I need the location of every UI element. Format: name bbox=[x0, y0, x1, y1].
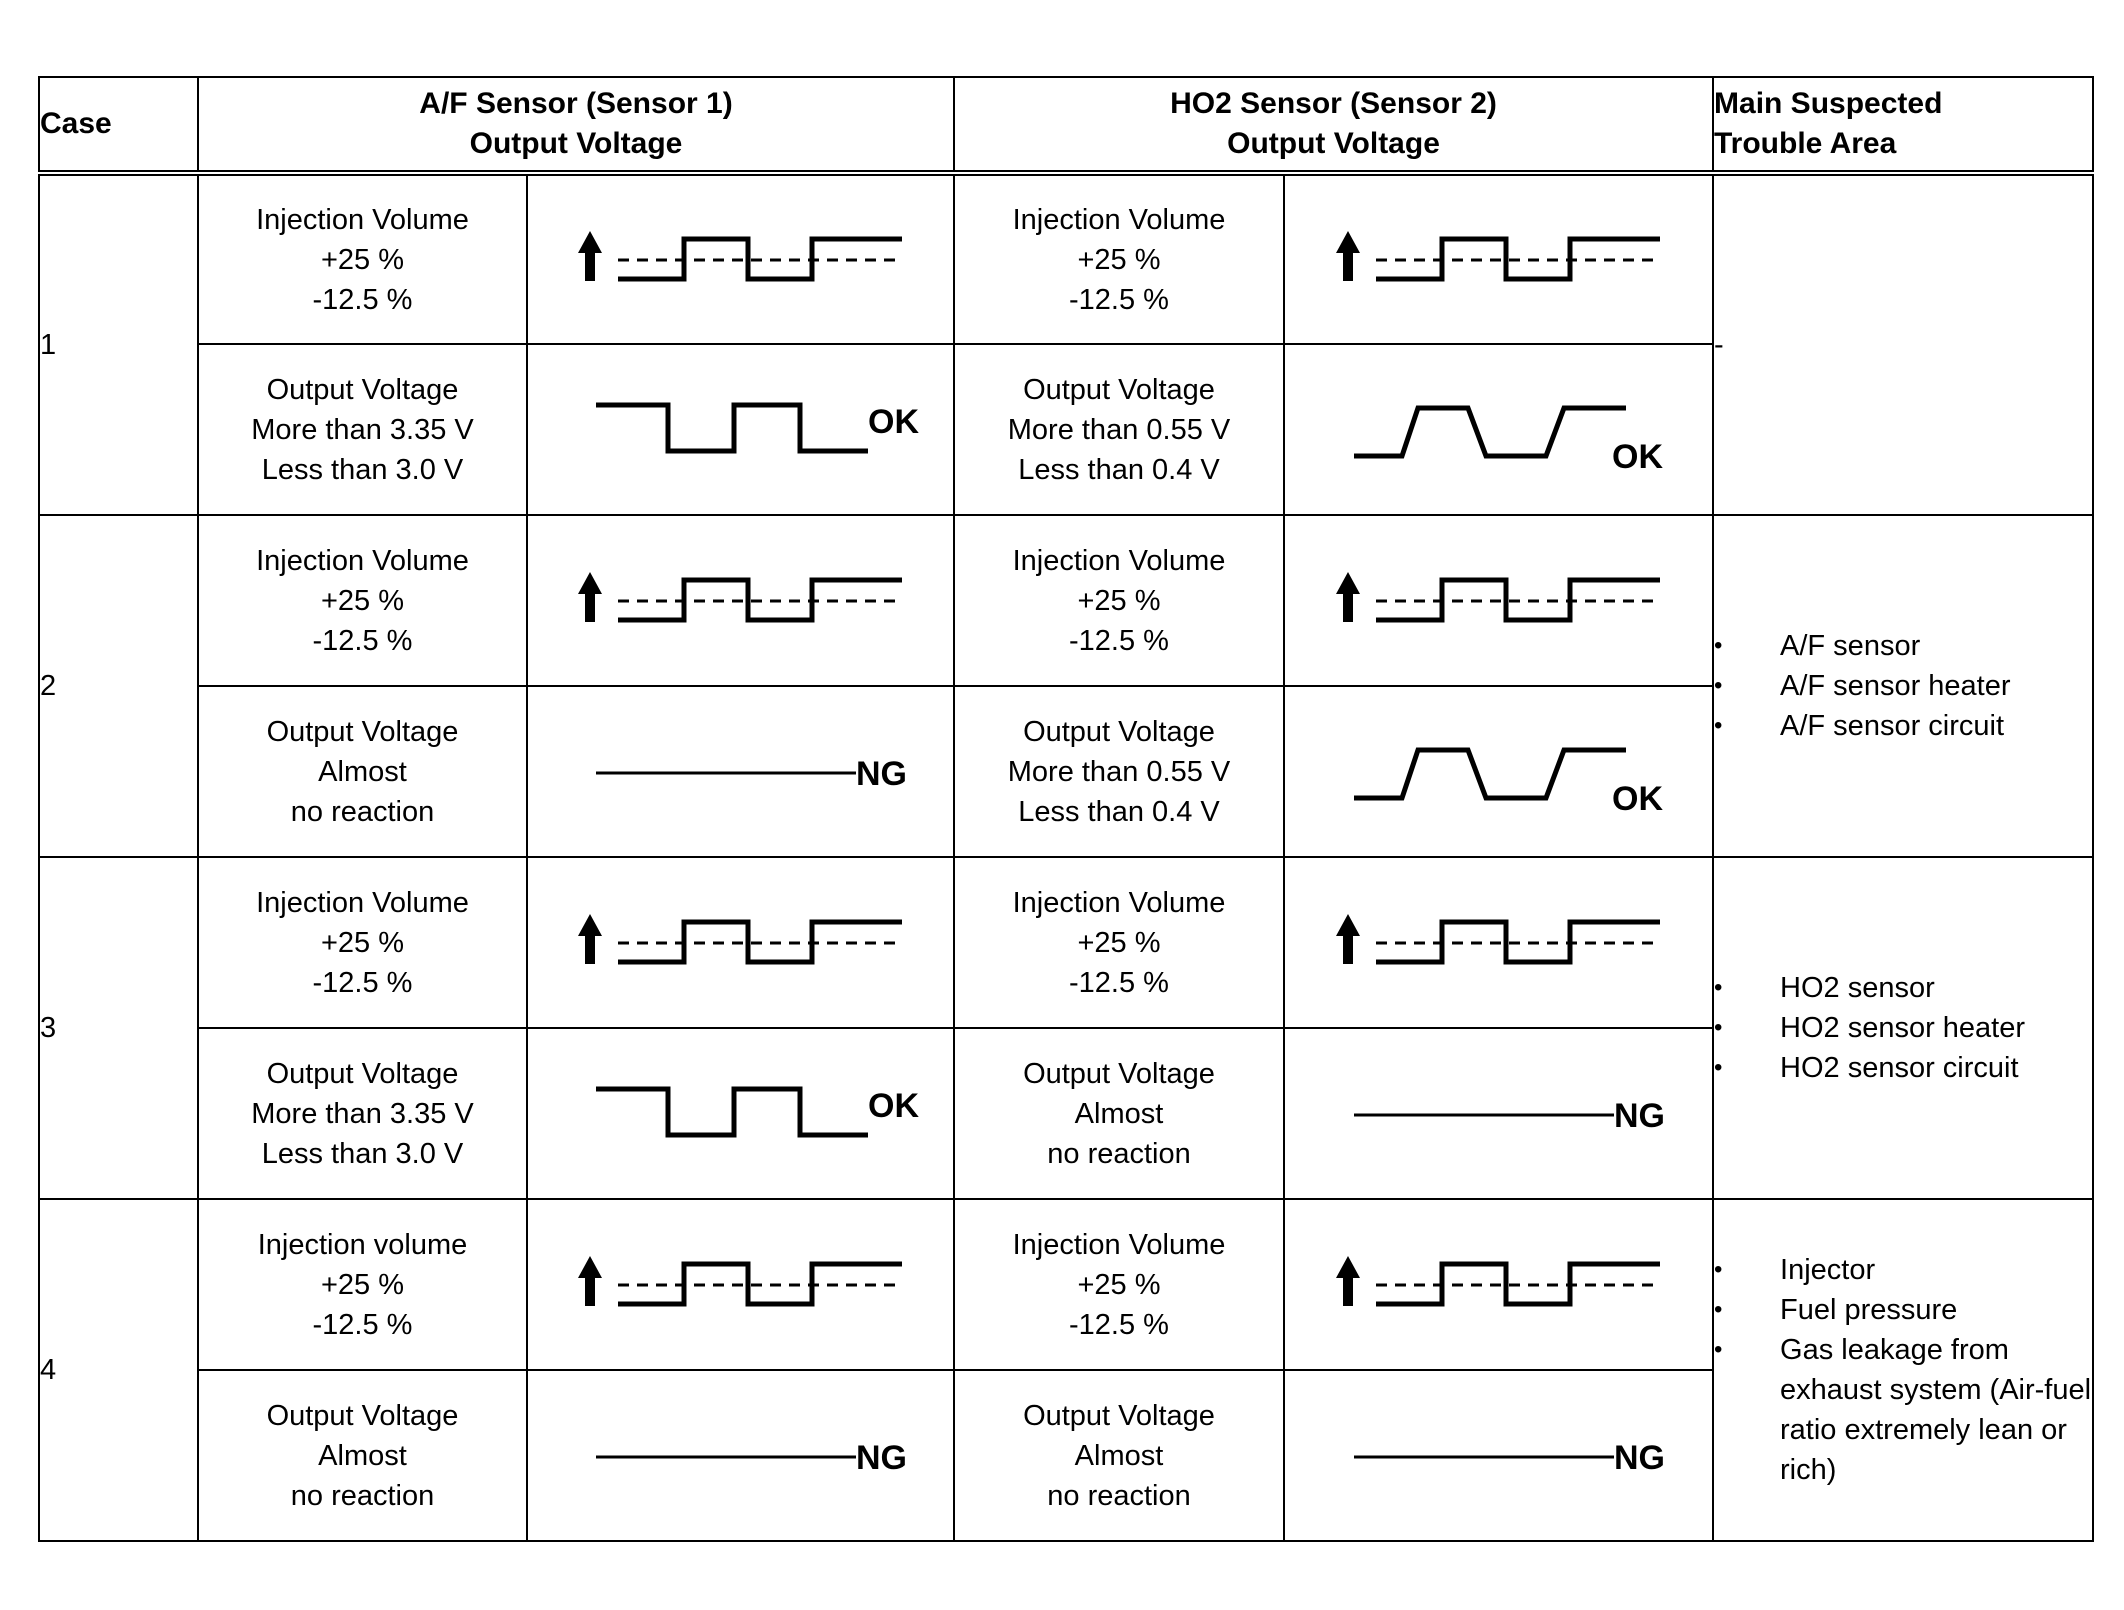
ho2-injection-wave bbox=[1334, 225, 1664, 295]
diagnosis-table bbox=[38, 76, 2094, 1542]
cell-text-line: More than 3.35 V bbox=[251, 413, 474, 446]
cell-text-line: -12.5 % bbox=[312, 1308, 413, 1341]
case-number: 2 bbox=[39, 515, 198, 857]
cell-text-line: Output Voltage bbox=[1023, 1399, 1215, 1432]
table-body bbox=[39, 173, 2093, 1541]
cell-text-line: no reaction bbox=[1047, 1137, 1191, 1170]
header-ho2-sensor bbox=[954, 77, 1713, 173]
cell-text-line: Injection Volume bbox=[256, 886, 469, 919]
case-number: 1 bbox=[39, 173, 198, 515]
result-label: OK bbox=[1611, 779, 1663, 818]
af-injection-wave bbox=[576, 908, 906, 978]
trouble-area-list bbox=[1714, 968, 2092, 1088]
cell-text-line: Injection Volume bbox=[1012, 886, 1226, 919]
cell-text-line: Output Voltage bbox=[266, 1399, 459, 1432]
up-arrow-icon bbox=[1336, 1256, 1360, 1306]
cell-text-line: Less than 0.4 V bbox=[1018, 453, 1220, 486]
cell-text-line: Output Voltage bbox=[1023, 1057, 1215, 1090]
ho2-response-wave bbox=[1354, 408, 1626, 456]
header-trouble-area bbox=[1713, 77, 2093, 173]
af-output-text bbox=[198, 686, 527, 857]
af-output-wave bbox=[576, 1079, 919, 1149]
cell-text-line: Almost bbox=[318, 1439, 407, 1472]
cell-text-line: -12.5 % bbox=[312, 624, 413, 657]
ho2-response-wave bbox=[1354, 750, 1626, 798]
cell-text-line: +25 % bbox=[1077, 584, 1161, 617]
af-output-wave bbox=[576, 395, 919, 465]
result-label: NG bbox=[855, 1438, 907, 1477]
header-ho2-line1: HO2 Sensor (Sensor 2) bbox=[1170, 87, 1497, 120]
cell-text-line: +25 % bbox=[1077, 243, 1161, 276]
table-row-injection bbox=[39, 857, 2093, 1028]
cell-text-line: +25 % bbox=[1077, 926, 1161, 959]
up-arrow-icon bbox=[578, 231, 602, 281]
result-label: OK bbox=[1611, 437, 1663, 476]
cell-text-line: -12.5 % bbox=[312, 283, 413, 316]
result-label: NG bbox=[855, 754, 907, 793]
cell-text-line: Output Voltage bbox=[266, 715, 459, 748]
ho2-output-text bbox=[954, 344, 1284, 515]
cell-text-line: Output Voltage bbox=[1023, 715, 1215, 748]
cell-text-line: Injection Volume bbox=[256, 203, 469, 236]
af-output-text bbox=[198, 1370, 527, 1541]
list-item: • Gas leakage from exhaust system (Air-fuel ratio extremely lean or rich) bbox=[1714, 1330, 2092, 1490]
ho2-injection-wave bbox=[1334, 566, 1664, 636]
trouble-area bbox=[1713, 173, 2093, 515]
case-number: 3 bbox=[39, 857, 198, 1199]
ho2-output-wave bbox=[1334, 390, 1664, 476]
af-response-wave bbox=[596, 405, 868, 451]
cell-text-line: Almost bbox=[1074, 1097, 1164, 1130]
cell-text-line: More than 0.55 V bbox=[1007, 755, 1231, 788]
ho2-output-wave bbox=[1334, 732, 1664, 818]
cell-text-line: Output Voltage bbox=[266, 373, 459, 406]
trouble-area-none: - bbox=[1714, 329, 1724, 361]
ho2-output-wave-cell bbox=[1284, 344, 1713, 515]
af-injection-wave bbox=[576, 225, 906, 295]
cell-text-line: -12.5 % bbox=[1069, 1308, 1169, 1341]
list-item: • A/F sensor bbox=[1714, 626, 2092, 666]
cell-text-line: -12.5 % bbox=[1069, 283, 1169, 316]
list-item: • Fuel pressure bbox=[1714, 1290, 2092, 1330]
ho2-injection-wave-cell bbox=[1284, 1199, 1713, 1370]
ho2-output-wave-cell bbox=[1284, 686, 1713, 857]
up-arrow-icon bbox=[578, 572, 602, 622]
case-number: 4 bbox=[39, 1199, 198, 1541]
af-injection-wave-cell bbox=[527, 515, 954, 686]
cell-text-line: no reaction bbox=[290, 795, 435, 828]
cell-text-line: Output Voltage bbox=[1023, 373, 1215, 406]
af-injection-text bbox=[198, 857, 527, 1028]
table-row-injection bbox=[39, 1199, 2093, 1370]
cell-text-line: +25 % bbox=[320, 243, 405, 276]
up-arrow-icon bbox=[1336, 914, 1360, 964]
cell-text-line: Injection Volume bbox=[1012, 544, 1226, 577]
cell-text-line: +25 % bbox=[1077, 1268, 1161, 1301]
result-label: NG bbox=[1613, 1438, 1665, 1477]
af-injection-wave-cell bbox=[527, 1199, 954, 1370]
ho2-injection-text bbox=[954, 857, 1284, 1028]
cell-text-line: Almost bbox=[318, 755, 407, 788]
cell-text-line: Almost bbox=[1074, 1439, 1164, 1472]
up-arrow-icon bbox=[578, 914, 602, 964]
ho2-injection-wave-cell bbox=[1284, 173, 1713, 344]
result-label: OK bbox=[867, 402, 919, 441]
af-output-wave bbox=[576, 737, 906, 807]
af-output-text bbox=[198, 1028, 527, 1199]
header-af-sensor bbox=[198, 77, 954, 173]
af-output-wave-cell bbox=[527, 344, 954, 515]
result-label: NG bbox=[1613, 1096, 1665, 1135]
cell-text-line: -12.5 % bbox=[312, 966, 413, 999]
ho2-injection-wave bbox=[1334, 908, 1664, 978]
trouble-area-list bbox=[1714, 626, 2092, 746]
result-label: OK bbox=[867, 1086, 919, 1125]
ho2-output-text bbox=[954, 1370, 1284, 1541]
af-output-wave bbox=[576, 1421, 906, 1491]
cell-text-line: More than 0.55 V bbox=[1007, 413, 1231, 446]
header-af-line2: Output Voltage bbox=[469, 127, 683, 160]
cell-text-line: +25 % bbox=[320, 1268, 405, 1301]
cell-text-line: no reaction bbox=[1047, 1479, 1191, 1512]
table-row-injection bbox=[39, 173, 2093, 344]
table-row-injection bbox=[39, 515, 2093, 686]
cell-text-line: Less than 3.0 V bbox=[261, 1137, 464, 1170]
ho2-output-wave-cell bbox=[1284, 1370, 1713, 1541]
cell-text-line: -12.5 % bbox=[1069, 966, 1169, 999]
af-injection-text bbox=[198, 173, 527, 344]
af-output-wave-cell bbox=[527, 686, 954, 857]
cell-text-line: Output Voltage bbox=[266, 1057, 459, 1090]
list-item: • HO2 sensor bbox=[1714, 968, 2092, 1008]
list-item: • HO2 sensor heater bbox=[1714, 1008, 2092, 1048]
up-arrow-icon bbox=[1336, 572, 1360, 622]
ho2-output-wave bbox=[1334, 1421, 1664, 1491]
cell-text-line: +25 % bbox=[320, 584, 405, 617]
ho2-injection-wave-cell bbox=[1284, 857, 1713, 1028]
header-case: Case bbox=[39, 77, 198, 173]
cell-text-line: Less than 3.0 V bbox=[261, 453, 464, 486]
af-output-wave-cell bbox=[527, 1028, 954, 1199]
ho2-output-text bbox=[954, 686, 1284, 857]
list-item: • HO2 sensor circuit bbox=[1714, 1048, 2092, 1088]
af-injection-wave bbox=[576, 566, 906, 636]
header-af-line1: A/F Sensor (Sensor 1) bbox=[419, 87, 733, 120]
af-injection-text bbox=[198, 515, 527, 686]
cell-text-line: +25 % bbox=[320, 926, 405, 959]
up-arrow-icon bbox=[1336, 231, 1360, 281]
ho2-injection-wave bbox=[1334, 1250, 1664, 1320]
trouble-area bbox=[1713, 857, 2093, 1199]
af-injection-wave bbox=[576, 1250, 906, 1320]
ho2-output-wave-cell bbox=[1284, 1028, 1713, 1199]
ho2-injection-wave-cell bbox=[1284, 515, 1713, 686]
af-injection-wave-cell bbox=[527, 173, 954, 344]
cell-text-line: Injection Volume bbox=[1012, 1228, 1226, 1261]
list-item: • A/F sensor circuit bbox=[1714, 706, 2092, 746]
header-row bbox=[39, 77, 2093, 173]
ho2-injection-text bbox=[954, 515, 1284, 686]
trouble-area-list bbox=[1714, 1250, 2092, 1490]
header-area-line2: Trouble Area bbox=[1714, 127, 1897, 160]
header-ho2-line2: Output Voltage bbox=[1227, 127, 1440, 160]
header-area-line1: Main Suspected bbox=[1714, 87, 1943, 120]
cell-text-line: -12.5 % bbox=[1069, 624, 1169, 657]
ho2-injection-text bbox=[954, 173, 1284, 344]
af-response-wave bbox=[596, 1089, 868, 1135]
cell-text-line: Less than 0.4 V bbox=[1018, 795, 1220, 828]
ho2-injection-text bbox=[954, 1199, 1284, 1370]
up-arrow-icon bbox=[578, 1256, 602, 1306]
ho2-output-text bbox=[954, 1028, 1284, 1199]
af-injection-wave-cell bbox=[527, 857, 954, 1028]
cell-text-line: Injection volume bbox=[257, 1228, 468, 1261]
cell-text-line: no reaction bbox=[290, 1479, 435, 1512]
cell-text-line: Injection Volume bbox=[1012, 203, 1226, 236]
cell-text-line: Injection Volume bbox=[256, 544, 469, 577]
trouble-area bbox=[1713, 1199, 2093, 1541]
af-output-text bbox=[198, 344, 527, 515]
cell-text-line: More than 3.35 V bbox=[251, 1097, 474, 1130]
list-item: • A/F sensor heater bbox=[1714, 666, 2092, 706]
trouble-area bbox=[1713, 515, 2093, 857]
list-item: • Injector bbox=[1714, 1250, 2092, 1290]
ho2-output-wave bbox=[1334, 1079, 1664, 1149]
af-injection-text bbox=[198, 1199, 527, 1370]
af-output-wave-cell bbox=[527, 1370, 954, 1541]
